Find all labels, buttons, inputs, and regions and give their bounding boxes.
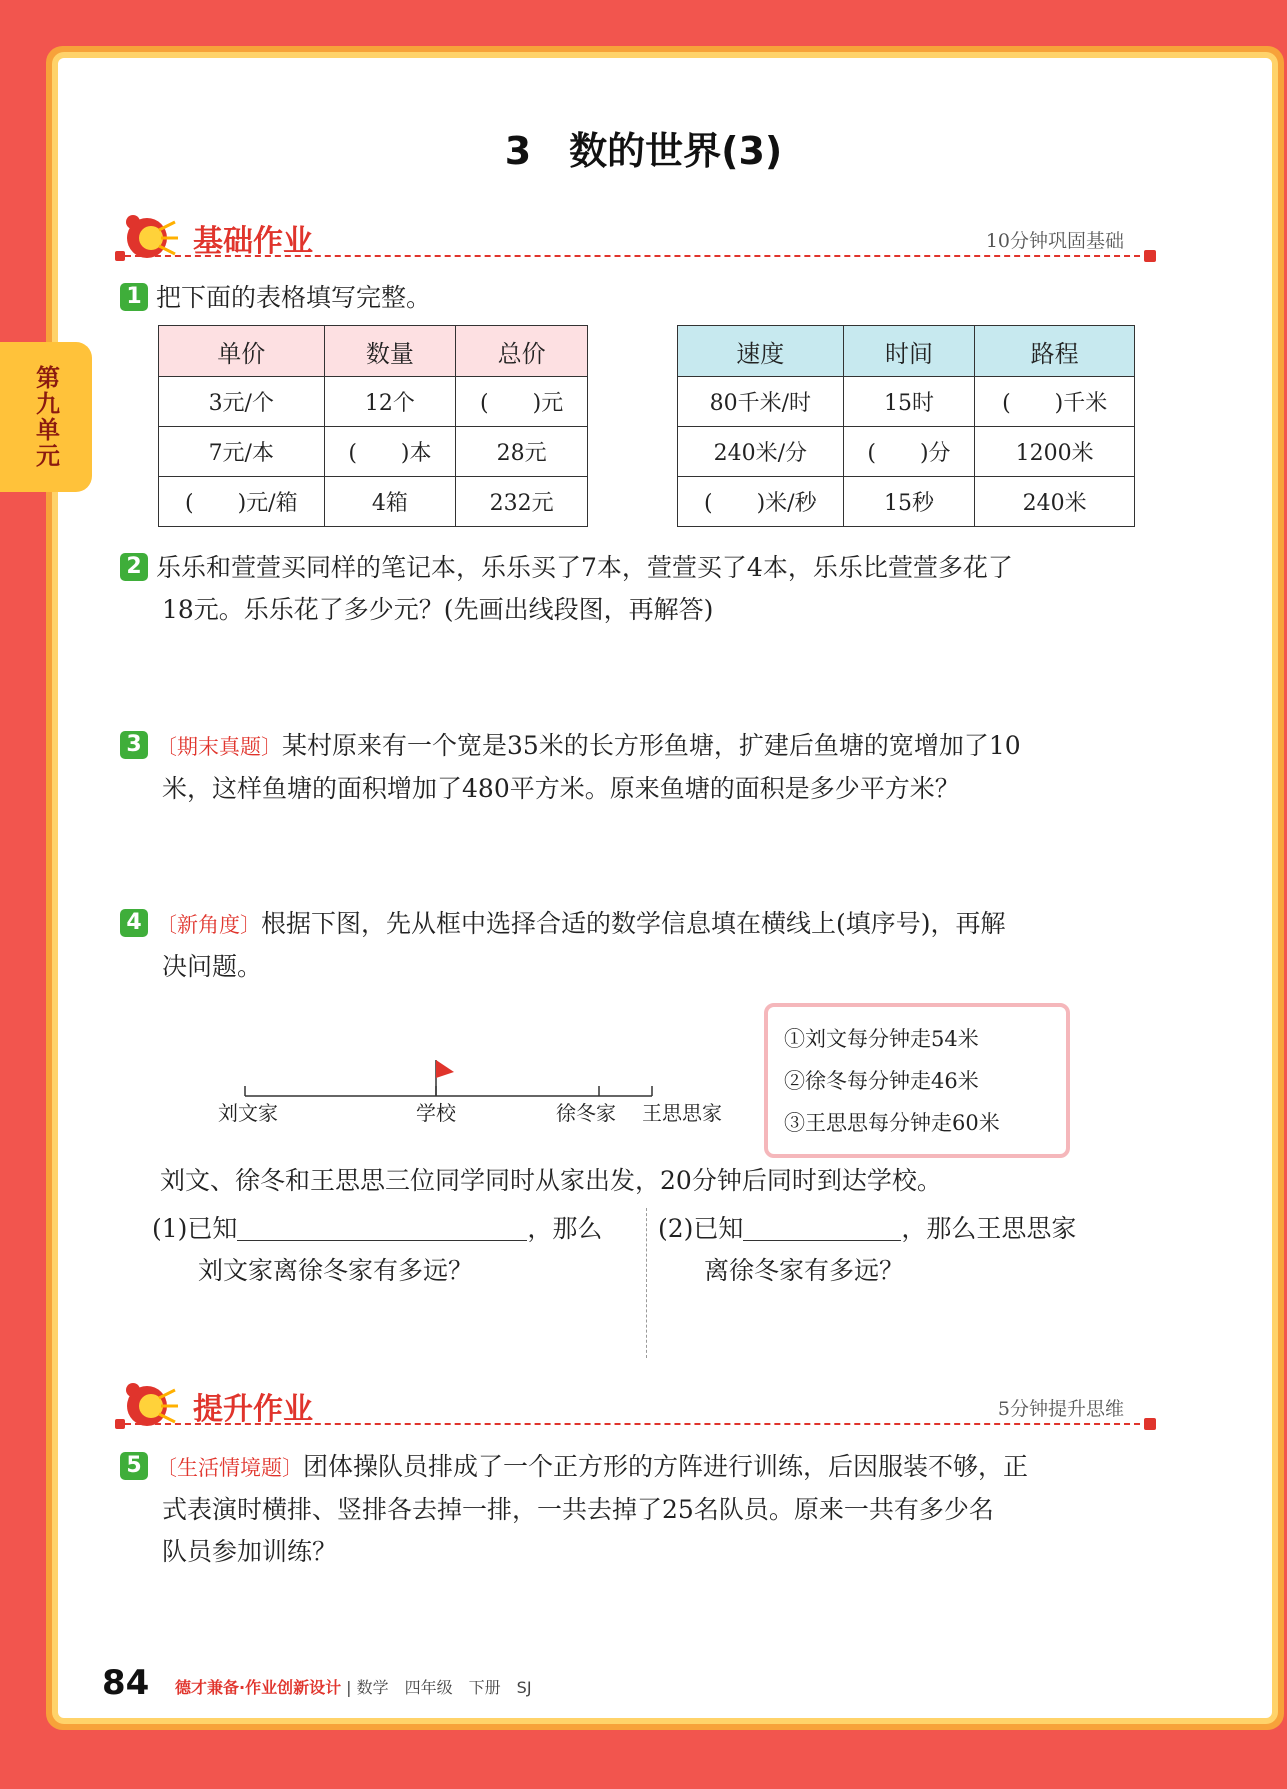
- question-number: 3: [120, 731, 148, 759]
- question-4: [120, 903, 1180, 988]
- label-school: 学校: [416, 1101, 456, 1125]
- line-marker: [1144, 1418, 1156, 1430]
- table-cell: 12个: [324, 377, 456, 427]
- question-text: (1)已知: [152, 1214, 238, 1243]
- table-cell: 232元: [456, 477, 588, 527]
- mascot-icon: [121, 210, 181, 266]
- section-title: 提升作业: [193, 1392, 313, 1427]
- unit-tab: 第九单元: [0, 342, 92, 492]
- school-flag-icon: [436, 1060, 454, 1078]
- question-tag: 〔新角度〕: [156, 913, 261, 937]
- section-header-advanced: [115, 1378, 1160, 1438]
- header-cell: 速度: [678, 326, 844, 377]
- table-row: [678, 427, 1135, 477]
- table-cell: 15秒: [843, 477, 975, 527]
- route-diagram: [200, 1050, 760, 1140]
- speed-table: [677, 325, 1135, 527]
- question-text: 刘文家离徐冬家有多远？: [198, 1256, 474, 1285]
- question-text: 离徐冬家有多远？: [704, 1256, 905, 1285]
- question-text: 某村原来有一个宽是35米的长方形鱼塘，扩建后鱼塘的宽增加了10: [282, 731, 1021, 760]
- table-cell: 4箱: [324, 477, 456, 527]
- question-text: (2)已知: [658, 1214, 744, 1243]
- section-title: 基础作业: [193, 224, 313, 259]
- footer-meta: 数学 四年级 下册 SJ: [356, 1678, 532, 1697]
- question-text: ，那么: [527, 1214, 603, 1243]
- header-cell: 路程: [975, 326, 1135, 377]
- answer-cell[interactable]: ( )米/秒: [678, 477, 844, 527]
- page-title: 3 数的世界(3): [504, 129, 783, 173]
- answer-cell[interactable]: ( )千米: [975, 377, 1135, 427]
- table-cell: 240米/分: [678, 427, 844, 477]
- question-text: 乐乐和萱萱买同样的笔记本，乐乐买了7本，萱萱买了4本，乐乐比萱萱多花了: [156, 553, 1013, 582]
- question-text: ，那么王思思家: [901, 1214, 1077, 1243]
- table-cell: 15时: [843, 377, 975, 427]
- header-cell: 数量: [324, 326, 456, 377]
- table-cell: 1200米: [975, 427, 1135, 477]
- subquestion-2: [658, 1208, 1158, 1292]
- table-row: [159, 477, 588, 527]
- answer-cell[interactable]: ( )分: [843, 427, 975, 477]
- question-tag: 〔期末真题〕: [156, 735, 282, 759]
- table-cell: 28元: [456, 427, 588, 477]
- table-row: [678, 377, 1135, 427]
- label-xudong-home: 徐冬家: [556, 1101, 616, 1125]
- answer-blank[interactable]: [237, 1240, 527, 1241]
- info-item: ③王思思每分钟走60米: [784, 1111, 1000, 1135]
- question-5: [120, 1446, 1180, 1573]
- info-item: ①刘文每分钟走54米: [784, 1027, 979, 1051]
- question-4-statement: 刘文、徐冬和王思思三位同学同时从家出发，20分钟后同时到达学校。: [160, 1166, 942, 1195]
- question-text: 米，这样鱼塘的面积增加了480平方米。原来鱼塘的面积是多少平方米？: [162, 774, 960, 803]
- answer-cell[interactable]: ( )元/箱: [159, 477, 325, 527]
- label-liuwen-home: 刘文家: [218, 1101, 278, 1125]
- section-divider: [115, 1423, 1150, 1425]
- answer-cell[interactable]: ( )元: [456, 377, 588, 427]
- subquestion-1: [152, 1208, 642, 1292]
- page-number: 84: [102, 1663, 150, 1703]
- answer-blank[interactable]: [743, 1240, 901, 1241]
- table-cell: 240米: [975, 477, 1135, 527]
- question-text: 团体操队员排成了一个正方形的方阵进行训练，后因服装不够，正: [303, 1452, 1029, 1481]
- header-cell: 总价: [456, 326, 588, 377]
- question-tag: 〔生活情境题〕: [156, 1456, 303, 1480]
- question-text: 根据下图，先从框中选择合适的数学信息填在横线上(填序号)，再解: [261, 909, 1006, 938]
- price-table: [158, 325, 588, 527]
- table-cell: 80千米/时: [678, 377, 844, 427]
- table-row: [678, 477, 1135, 527]
- section-divider: [115, 255, 1150, 257]
- section-header-basic: [115, 210, 1160, 270]
- info-box: [764, 1003, 1070, 1158]
- section-note: 5分钟提升思维: [997, 1398, 1124, 1420]
- table-cell: 3元/个: [159, 377, 325, 427]
- line-marker: [1144, 250, 1156, 262]
- header-cell: 时间: [843, 326, 975, 377]
- column-divider: [646, 1208, 647, 1358]
- question-text: 队员参加训练？: [162, 1537, 338, 1566]
- question-text: 18元。乐乐花了多少元？(先画出线段图，再解答): [162, 595, 714, 624]
- table-row: [159, 427, 588, 477]
- question-text: 把下面的表格填写完整。: [156, 283, 432, 312]
- question-number: 1: [120, 283, 148, 311]
- question-3: [120, 725, 1180, 810]
- table-cell: 7元/本: [159, 427, 325, 477]
- answer-cell[interactable]: ( )本: [324, 427, 456, 477]
- question-number: 2: [120, 553, 148, 581]
- question-number: 5: [120, 1452, 148, 1480]
- question-2: [120, 547, 1180, 631]
- header-cell: 单价: [159, 326, 325, 377]
- question-number: 4: [120, 909, 148, 937]
- info-item: ②徐冬每分钟走46米: [784, 1069, 979, 1093]
- footer-brand: 德才兼备·作业创新设计: [175, 1678, 342, 1697]
- question-text: 决问题。: [162, 952, 263, 981]
- section-note: 10分钟巩固基础: [985, 230, 1124, 252]
- table-row: [159, 377, 588, 427]
- question-1: [120, 277, 431, 319]
- label-wangsisi-home: 王思思家: [642, 1101, 722, 1125]
- footer-text: 德才兼备·作业创新设计 | 数学 四年级 下册 SJ: [175, 1678, 532, 1697]
- mascot-icon: [121, 1378, 181, 1434]
- question-text: 式表演时横排、竖排各去掉一排，一共去掉了25名队员。原来一共有多少名: [162, 1495, 994, 1524]
